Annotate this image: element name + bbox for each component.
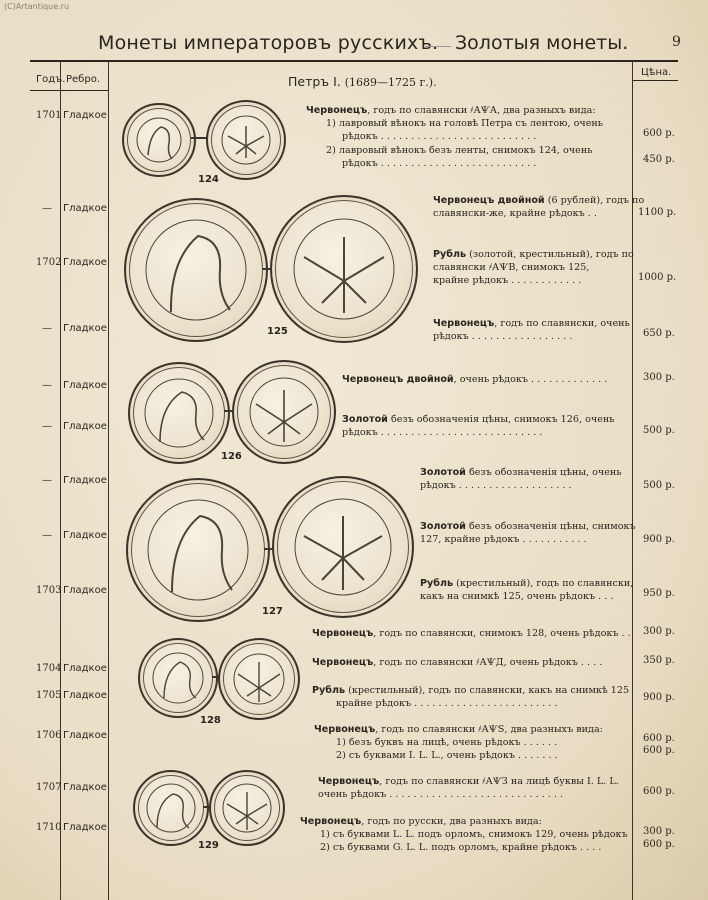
year-cell: 1703 [36, 585, 62, 596]
coin-description: Золотой безъ обозначенія цѣны, снимокъ 127, крайне рѣдокъ . . . . . . . . . . . [420, 521, 636, 546]
figure-number: 125 [267, 326, 288, 337]
price-cell: 300 р. [643, 372, 675, 383]
section-title [288, 74, 437, 89]
coin-description: Рубль (крестильный), годъ по славянски, какъ на снимкѣ 125, очень рѣдокъ . . . [420, 578, 634, 603]
edge-cell: Гладкое [63, 530, 107, 541]
edge-cell: Гладкое [63, 110, 107, 121]
price-cell: 600 р. [643, 745, 675, 756]
price-cell: 900 р. [643, 692, 675, 703]
year-cell: 1701 [36, 110, 62, 121]
edge-cell: Гладкое [63, 663, 107, 674]
edge-cell: Гладкое [63, 782, 107, 793]
coin-description: Червонецъ, годъ по славянски, снимокъ 128, очень рѣдокъ . . [312, 628, 631, 639]
edge-cell: Гладкое [63, 690, 107, 701]
coin-description: Рубль (крестильный), годъ по славянски, какъ на снимкѣ 125 крайне рѣдокъ . . . . . . . . . . . . . . . . . . . . . . . . [312, 685, 630, 710]
year-cell: — [42, 475, 52, 486]
edge-cell: Гладкое [63, 421, 107, 432]
price-cell: 500 р. [643, 425, 675, 436]
coin-description: Червонецъ, годъ по русски, два разныхъ вида: 1) съ буквами L. L. подъ орломъ, снимокъ 129, очень рѣдокъ 2) съ буквами G. L. L. подъ орломъ, крайне рѣдокъ . . . . [300, 816, 628, 854]
edge-cell: Гладкое [63, 257, 107, 268]
price-cell: 600 р. [643, 786, 675, 797]
year-cell: 1702 [36, 257, 62, 268]
coin-description: Червонецъ, годъ по славянски ҂АѰА, два разныхъ вида: 1) лавровый вѣнокъ на головѣ Петра съ лентою, очень рѣдокъ . . . . . . . . . . . . . . . . . . . . . . . . . . 2) лавровый вѣнокъ безъ ленты, снимокъ 124, очень рѣдокъ . . . . . . . . . . . . . . . . . . . . . . . . . . [306, 105, 603, 169]
page-title: Монеты императоровъ русскихъ. [98, 32, 439, 54]
year-cell: 1704 [36, 663, 62, 674]
price-cell: 1100 р. [638, 207, 677, 218]
column-head-rule [30, 90, 108, 91]
coin-reverse-image [270, 195, 418, 343]
column-divider [632, 60, 633, 900]
price-cell: 600 р. [643, 128, 675, 139]
coin-description: Червонецъ, годъ по славянски ҂АѰЗ на лицѣ буквы I. L. L. очень рѣдокъ . . . . . . . . . . . . . . . . . . . . . . . . . . . . . [318, 776, 619, 801]
price-cell: 600 р. [643, 839, 675, 850]
header-rule [30, 60, 678, 62]
coin-reverse-image [232, 360, 336, 464]
coin-reverse-image [272, 476, 414, 618]
year-cell: — [42, 323, 52, 334]
coin-obverse-image [126, 478, 270, 622]
coin-reverse-image [206, 100, 286, 180]
price-head-rule [632, 80, 678, 81]
figure-number: 126 [221, 451, 242, 462]
year-cell: 1706 [36, 730, 62, 741]
coin-description: Червонецъ двойной (6 рублей), годъ по славянски-же, крайне рѣдокъ . . [433, 195, 645, 220]
coin-description: Золотой безъ обозначенія цѣны, очень рѣдокъ . . . . . . . . . . . . . . . . . . . [420, 467, 622, 492]
figure-number: 124 [198, 174, 219, 185]
coin-obverse-image [133, 770, 209, 846]
edge-cell: Гладкое [63, 822, 107, 833]
price-cell: 650 р. [643, 328, 675, 339]
coin-reverse-image [218, 638, 300, 720]
reign-years: (1689—1725 г.). [344, 76, 437, 89]
page-header [0, 30, 708, 60]
coin-obverse-image [124, 198, 268, 342]
coin-obverse-image [128, 362, 230, 464]
price-cell: 950 р. [643, 588, 675, 599]
header-dash [425, 46, 451, 47]
coin-description: Червонецъ, годъ по славянски ҂АѰЅ, два разныхъ вида: 1) безъ буквъ на лицѣ, очень рѣдокъ . . . . . . 2) съ буквами I. L. L., очень рѣдокъ . . . . . . . [314, 724, 603, 762]
column-divider [108, 60, 109, 900]
price-cell: 350 р. [643, 655, 675, 666]
edge-cell: Гладкое [63, 323, 107, 334]
page-subtitle: Золотыя монеты. [455, 32, 629, 54]
figure-number: 128 [200, 715, 221, 726]
edge-cell: Гладкое [63, 475, 107, 486]
coin-description: Червонецъ двойной, очень рѣдокъ . . . . . . . . . . . . . [342, 374, 608, 385]
year-cell: 1705 [36, 690, 62, 701]
price-cell: 450 р. [643, 154, 675, 165]
page-number: 9 [672, 34, 681, 50]
coin-link [191, 137, 207, 139]
coin-reverse-image [209, 770, 285, 846]
coin-description: Червонецъ, годъ по славянски ҂АѰД, очень рѣдокъ . . . . [312, 657, 603, 668]
coin-description: Рубль (золотой, крестильный), годъ по славянски ҂АѰВ, снимокъ 125, крайне рѣдокъ . . . . . . . . . . . . [433, 249, 634, 287]
edge-cell: Гладкое [63, 380, 107, 391]
edge-cell: Гладкое [63, 203, 107, 214]
ruler-name: Петръ I. [288, 74, 341, 89]
column-divider [60, 60, 61, 900]
edge-cell: Гладкое [63, 730, 107, 741]
watermark: (C)Artantique.ru [4, 2, 70, 11]
price-cell: 600 р. [643, 733, 675, 744]
edge-cell: Гладкое [63, 585, 107, 596]
coin-obverse-image [122, 103, 196, 177]
price-cell: 300 р. [643, 626, 675, 637]
column-header-edge: Ребро. [66, 74, 100, 85]
price-cell: 500 р. [643, 480, 675, 491]
price-cell: 900 р. [643, 534, 675, 545]
price-cell: 1000 р. [638, 272, 677, 283]
column-header-price: Цѣна. [641, 67, 672, 78]
figure-number: 127 [262, 606, 283, 617]
price-cell: 300 р. [643, 826, 675, 837]
year-cell: 1707 [36, 782, 62, 793]
year-cell: 1710 [36, 822, 62, 833]
column-header-year: Годъ. [36, 74, 66, 85]
coin-description: Червонецъ, годъ по славянски, очень рѣдокъ . . . . . . . . . . . . . . . . . [433, 318, 630, 343]
year-cell: — [42, 380, 52, 391]
coin-obverse-image [138, 638, 218, 718]
coin-description: Золотой безъ обозначенія цѣны, снимокъ 126, очень рѣдокъ . . . . . . . . . . . . . . . . . . . . . . . . . . . [342, 414, 615, 439]
year-cell: — [42, 530, 52, 541]
year-cell: — [42, 203, 52, 214]
figure-number: 129 [198, 840, 219, 851]
year-cell: — [42, 421, 52, 432]
